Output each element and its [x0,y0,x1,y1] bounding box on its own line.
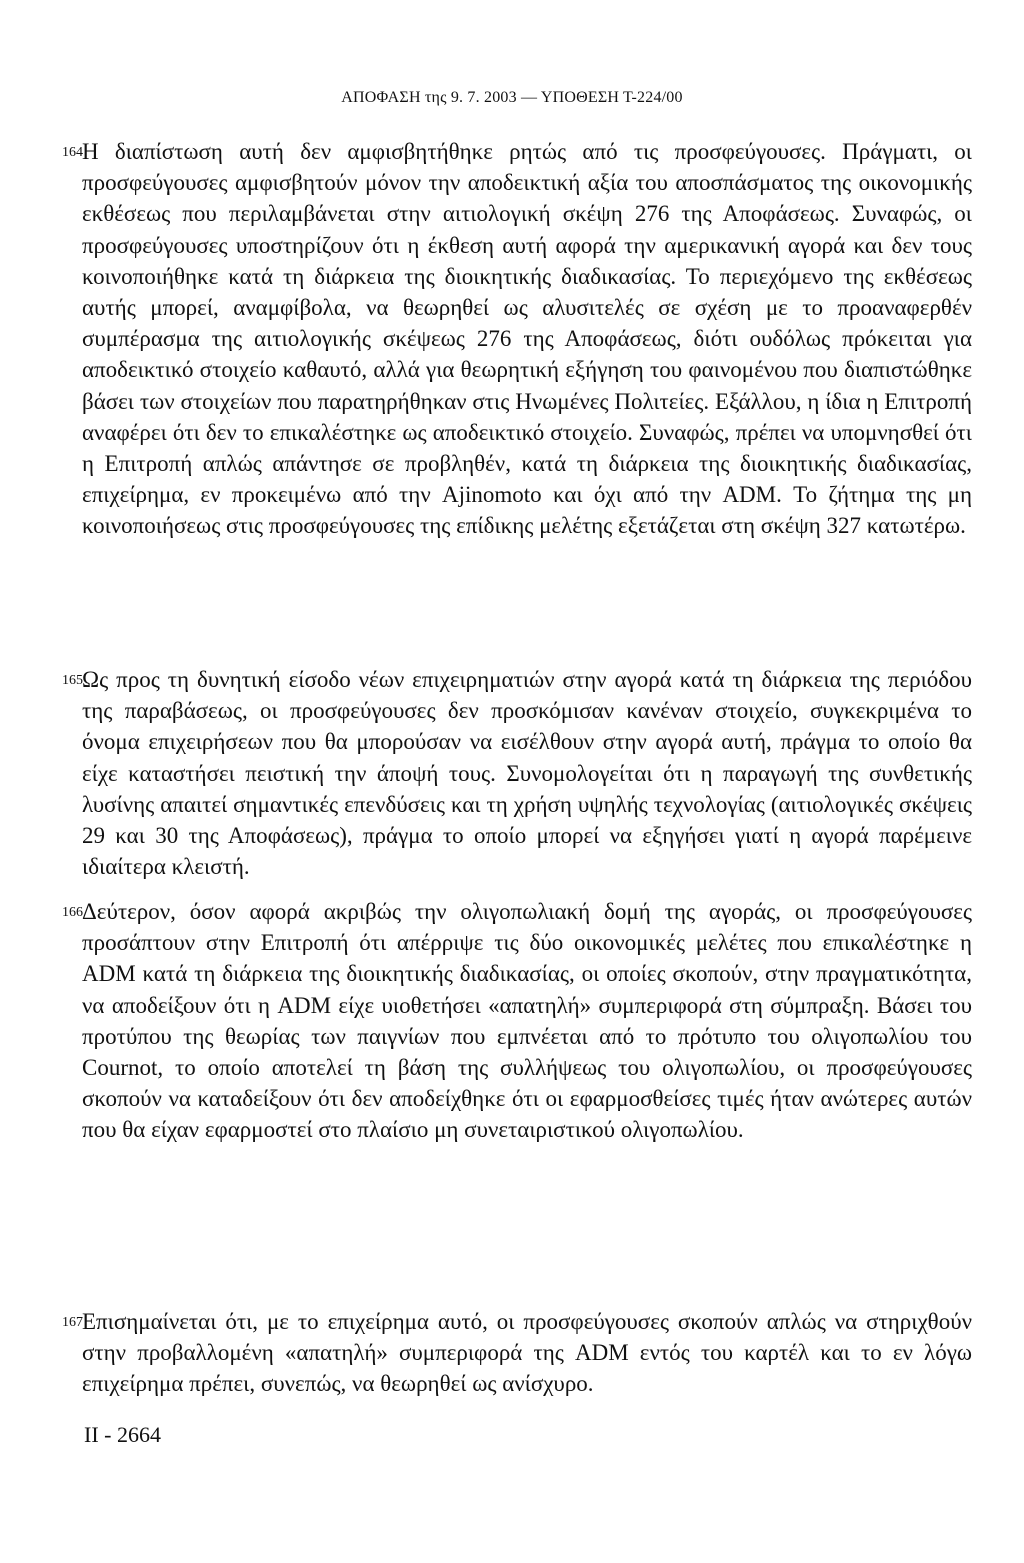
paragraph-text: Επισημαίνεται ότι, με το επιχείρημα αυτό, οι προσφεύγουσες σκοπούν απλώς να στηριχθούν στην προβαλλομένη «απατηλή» συμπεριφορά της ADM εντός του καρτέλ και το εν λόγω επιχείρημα πρέπει, συνεπώς, να θεωρηθεί ως ανίσχυρο. [82,1309,972,1397]
paragraph-text: Η διαπίστωση αυτή δεν αμφισβητήθηκε ρητώς από τις προσφεύγουσες. Πράγματι, οι προσφεύγουσες αμφισβητούν μόνον την αποδεικτική αξία του αποσπάσματος της οικονομικής εκθέσεως που περιλαμβάνεται στην αιτιολογική σκέψη 276 της Αποφάσεως. Συναφώς, οι προσφεύγουσες υποστηρίζουν ότι η έκθεση αυτή αφορά την αμερικανική αγορά και δεν τους κοινοποιήθηκε κατά τη διάρκεια της διοικητικής διαδικασίας. Το περιεχόμενο της εκθέσεως αυτής μπορεί, αναμφίβολα, να θεωρηθεί ως αλυσιτελές σε σχέση με το προαναφερθέν συμπέρασμα της αιτιολογικής σκέψεως 276 της Αποφάσεως, διότι ουδόλως πρόκειται για αποδεικτικό στοιχείο καθαυτό, αλλά για θεωρητική εξήγηση του φαινομένου που διαπιστώθηκε βάσει των στοιχείων που παρατηρήθηκαν στις Ηνωμένες Πολιτείες. Εξάλλου, η ίδια η Επιτροπή αναφέρει ότι δεν το επικαλέστηκε ως αποδεικτικό στοιχείο. Συναφώς, πρέπει να υπομνησθεί ότι η Επιτροπή απλώς απάντησε σε προβληθέν, κατά τη διάρκεια της διοικητικής διαδικασίας, επιχείρημα, εν προκειμένω από την Ajinomoto και όχι από την ADM. Το ζήτημα της μη κοινοποιήσεως στις προσφεύγουσες της επίδικης μελέτης εξετάζεται στη σκέψη 327 κατωτέρω. [82,139,972,539]
paragraph-165 [62,664,972,882]
paragraph-text: Ως προς τη δυνητική είσοδο νέων επιχειρηματιών στην αγορά κατά τη διάρκεια της περιόδου της παραβάσεως, οι προσφεύγουσες δεν προσκόμισαν κανέναν στοιχείο, συγκεκριμένα το όνομα επιχειρήσεων που θα μπορούσαν να εισέλθουν στην αγορά αυτή, πράγμα το οποίο θα είχε καταστήσει πειστική την άποψή τους. Συνομολογείται ότι η παραγωγή της συνθετικής λυσίνης απαιτεί σημαντικές επενδύσεις και τη χρήση υψηλής τεχνολογίας (αιτιολογικές σκέψεις 29 και 30 της Αποφάσεως), πράγμα το οποίο μπορεί να εξηγήσει γιατί η αγορά παρέμεινε ιδιαίτερα κλειστή. [82,667,972,880]
paragraph-text: Δεύτερον, όσον αφορά ακριβώς την ολιγοπωλιακή δομή της αγοράς, οι προσφεύγουσες προσάπτουν στην Επιτροπή ότι απέρριψε τις δύο οικονομικές μελέτες που επικαλέστηκε η ADM κατά τη διάρκεια της διοικητικής διαδικασίας, οι οποίες σκοπούν, στην πραγματικότητα, να αποδείξουν ότι η ADM είχε υιοθετήσει «απατηλή» συμπεριφορά στη σύμπραξη. Βάσει του προτύπου της θεωρίας των παιγνίων που εμπνέεται από το πρότυπο του ολιγοπωλίου του Cournot, το οποίο αποτελεί τη βάση της συλλήψεως του ολιγοπωλίου, οι προσφεύγουσες σκοπούν να καταδείξουν ότι δεν αποδείχθηκε ότι οι εφαρμοσθείσες τιμές ήταν ανώτερες αυτών που θα είχαν εφαρμοστεί στο πλαίσιο μη συνεταιριστικού ολιγοπωλίου. [82,899,972,1143]
running-header: ΑΠΟΦΑΣΗ της 9. 7. 2003 — ΥΠΟΘΕΣΗ Τ-224/00 [341,89,683,106]
paragraph-167 [62,1306,972,1400]
paragraph-166 [62,896,972,1146]
paragraph-number: 165 [62,673,83,688]
paragraph-164 [62,136,972,542]
paragraph-number: 167 [62,1315,83,1330]
page-number: II - 2664 [84,1422,161,1447]
paragraph-number: 166 [62,905,83,920]
paragraph-number: 164 [62,145,83,160]
